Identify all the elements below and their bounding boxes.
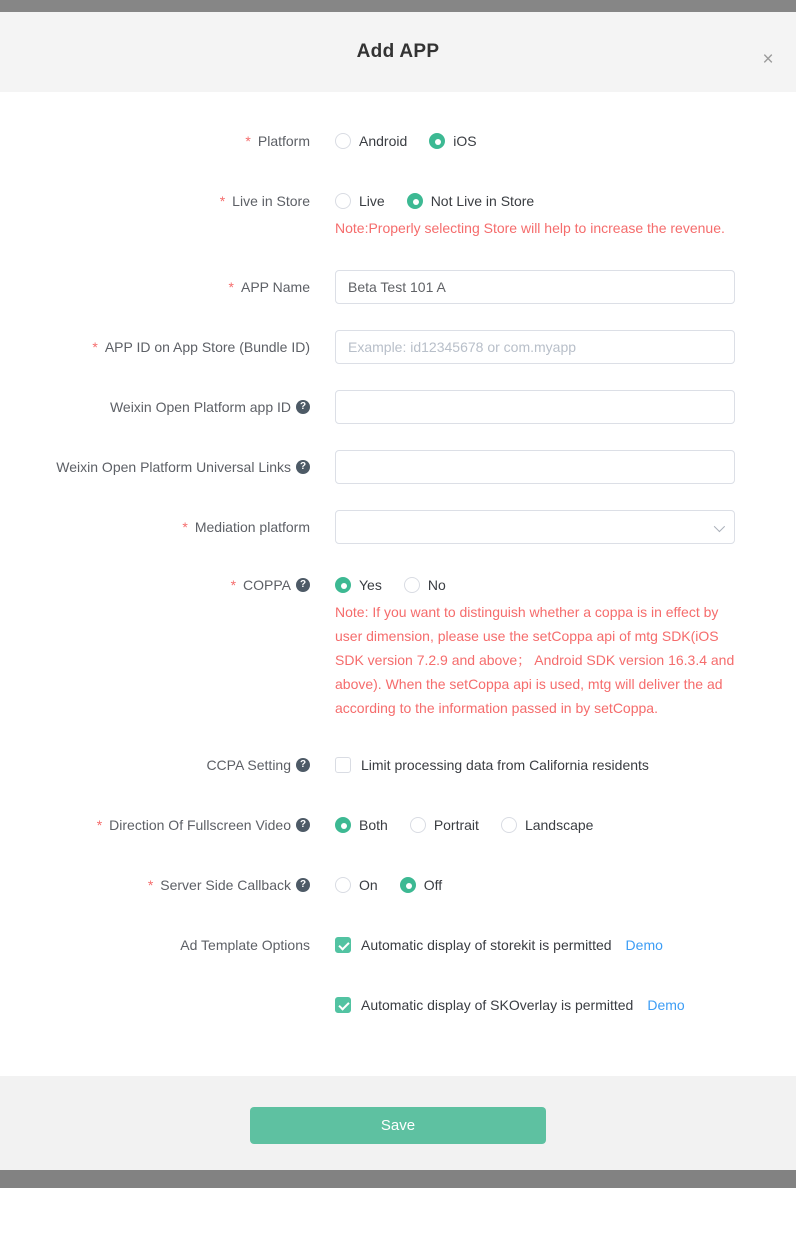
required-mark: * — [228, 279, 234, 295]
add-app-form — [0, 92, 796, 1076]
ad-template-options-label — [0, 936, 310, 954]
radio-callback-on[interactable] — [335, 876, 378, 894]
label-text: Weixin Open Platform Universal Links — [56, 459, 291, 475]
radio-not-live-in-store[interactable] — [407, 192, 535, 210]
radio-label: Portrait — [433, 817, 479, 833]
weixin-app-id-input[interactable] — [335, 390, 735, 424]
radio-label: Live — [359, 193, 385, 209]
checkbox-label: Automatic display of storekit is permitted — [361, 937, 612, 953]
required-mark: * — [147, 877, 154, 893]
radio-direction-portrait[interactable] — [410, 816, 479, 834]
direction-label — [0, 816, 310, 834]
ad-template-option-1 — [335, 936, 735, 954]
checkbox-icon — [335, 937, 351, 953]
required-mark: * — [245, 133, 251, 149]
checkbox-icon — [335, 757, 351, 773]
radio-direction-both[interactable] — [335, 816, 388, 834]
radio-label: Yes — [359, 577, 382, 593]
checkbox-label: Automatic display of SKOverlay is permitted — [361, 997, 634, 1013]
platform-label — [0, 132, 310, 150]
app-id-label — [0, 330, 310, 364]
weixin-universal-links-control — [335, 450, 735, 484]
modal-footer — [0, 1076, 796, 1170]
weixin-app-id-label — [0, 390, 310, 424]
row-coppa — [0, 576, 796, 594]
save-button[interactable]: Save — [250, 1107, 546, 1144]
checkbox-icon — [335, 997, 351, 1013]
app-name-label — [0, 270, 310, 304]
app-id-input[interactable] — [335, 330, 735, 364]
ad-template-option-2 — [335, 996, 796, 1014]
label-text: Mediation platform — [194, 519, 310, 535]
skoverlay-demo-link[interactable]: Demo — [647, 997, 685, 1013]
live-in-store-label — [0, 192, 310, 210]
row-live-in-store — [0, 192, 796, 210]
required-mark: * — [219, 193, 226, 209]
row-direction-fullscreen-video — [0, 816, 796, 834]
label-text: Direction Of Fullscreen Video — [109, 817, 291, 833]
coppa-radio-group — [335, 576, 735, 594]
help-icon[interactable]: ? — [296, 758, 310, 772]
radio-circle-icon — [335, 577, 351, 593]
storekit-checkbox[interactable] — [335, 936, 612, 954]
help-icon[interactable]: ? — [296, 460, 310, 474]
radio-circle-icon — [407, 193, 423, 209]
required-mark: * — [230, 577, 237, 593]
row-weixin-universal-links — [0, 450, 796, 484]
ccpa-control — [335, 756, 735, 774]
ccpa-setting-label — [0, 756, 310, 774]
radio-android[interactable] — [335, 132, 407, 150]
coppa-note: Note: If you want to distinguish whether a coppa is in effect by user dimension, please use the setCoppa api of mtg SDK(iOS SDK version 7.2.9 and above； Android SDK version 16.3.4 and above). When the setCoppa api is used, mtg will deliver the ad according to the information passed in by setCoppa. — [335, 604, 735, 716]
row-ccpa-setting — [0, 756, 796, 774]
row-mediation-platform — [0, 510, 796, 544]
radio-ios[interactable] — [429, 132, 476, 150]
row-app-id — [0, 330, 796, 364]
close-icon[interactable]: × — [762, 49, 774, 70]
live-in-store-radio-group — [335, 192, 735, 210]
radio-label: Landscape — [524, 817, 594, 833]
label-text: Weixin Open Platform app ID — [109, 399, 291, 415]
weixin-universal-links-label — [0, 450, 310, 484]
radio-label: On — [359, 877, 378, 893]
page-top-bar — [0, 0, 796, 12]
radio-direction-landscape[interactable] — [501, 816, 594, 834]
label-text: CCPA Setting — [206, 757, 291, 773]
label-text: Live in Store — [232, 193, 310, 209]
radio-circle-icon — [404, 577, 420, 593]
radio-coppa-yes[interactable] — [335, 576, 382, 594]
radio-callback-off[interactable] — [400, 876, 442, 894]
checkbox-label: Limit processing data from California residents — [361, 757, 649, 773]
radio-circle-icon — [335, 193, 351, 209]
app-name-control — [335, 270, 735, 304]
modal-header — [0, 12, 796, 92]
radio-label: iOS — [453, 133, 477, 149]
radio-circle-icon — [501, 817, 517, 833]
direction-radio-group — [335, 816, 735, 834]
radio-circle-icon — [335, 133, 351, 149]
mediation-platform-select[interactable] — [335, 510, 735, 544]
skoverlay-checkbox[interactable] — [335, 996, 633, 1014]
server-side-callback-label — [0, 876, 310, 894]
label-text: Server Side Callback — [160, 877, 291, 893]
radio-circle-icon — [429, 133, 445, 149]
label-text: COPPA — [243, 577, 291, 593]
ccpa-checkbox[interactable] — [335, 756, 649, 774]
platform-radio-group — [335, 132, 735, 150]
required-mark: * — [96, 817, 103, 833]
row-server-side-callback — [0, 876, 796, 894]
label-text: Platform — [257, 133, 310, 149]
help-icon[interactable]: ? — [296, 400, 310, 414]
help-icon[interactable]: ? — [296, 818, 310, 832]
mediation-platform-label — [0, 510, 310, 544]
chevron-down-icon — [714, 521, 725, 532]
radio-live[interactable] — [335, 192, 385, 210]
label-text: APP Name — [241, 279, 310, 295]
help-icon[interactable]: ? — [296, 578, 310, 592]
radio-label: No — [427, 577, 446, 593]
radio-circle-icon — [335, 817, 351, 833]
radio-label: Not Live in Store — [430, 193, 535, 209]
radio-label: Off — [423, 877, 443, 893]
live-in-store-note: Note:Properly selecting Store will help to increase the revenue. — [335, 220, 725, 236]
weixin-app-id-control — [335, 390, 735, 424]
radio-circle-icon — [400, 877, 416, 893]
required-mark: * — [92, 339, 98, 355]
row-platform — [0, 132, 796, 150]
modal-title: Add APP — [356, 41, 440, 62]
label-text: Ad Template Options — [180, 937, 310, 953]
required-mark: * — [182, 519, 188, 535]
radio-circle-icon — [335, 877, 351, 893]
weixin-universal-links-input[interactable] — [335, 450, 735, 484]
radio-label: Both — [359, 817, 388, 833]
help-icon[interactable]: ? — [296, 878, 310, 892]
server-side-callback-radio-group — [335, 876, 735, 894]
radio-circle-icon — [410, 817, 426, 833]
row-app-name — [0, 270, 796, 304]
app-name-input[interactable] — [335, 270, 735, 304]
app-id-control — [335, 330, 735, 364]
row-weixin-app-id — [0, 390, 796, 424]
storekit-demo-link[interactable]: Demo — [625, 937, 663, 953]
page-bottom-bar — [0, 1170, 796, 1188]
radio-label: Android — [359, 133, 408, 149]
coppa-label — [0, 576, 310, 594]
label-text: APP ID on App Store (Bundle ID) — [104, 339, 310, 355]
mediation-platform-control — [335, 510, 735, 544]
radio-coppa-no[interactable] — [404, 576, 446, 594]
row-ad-template-options — [0, 936, 796, 954]
